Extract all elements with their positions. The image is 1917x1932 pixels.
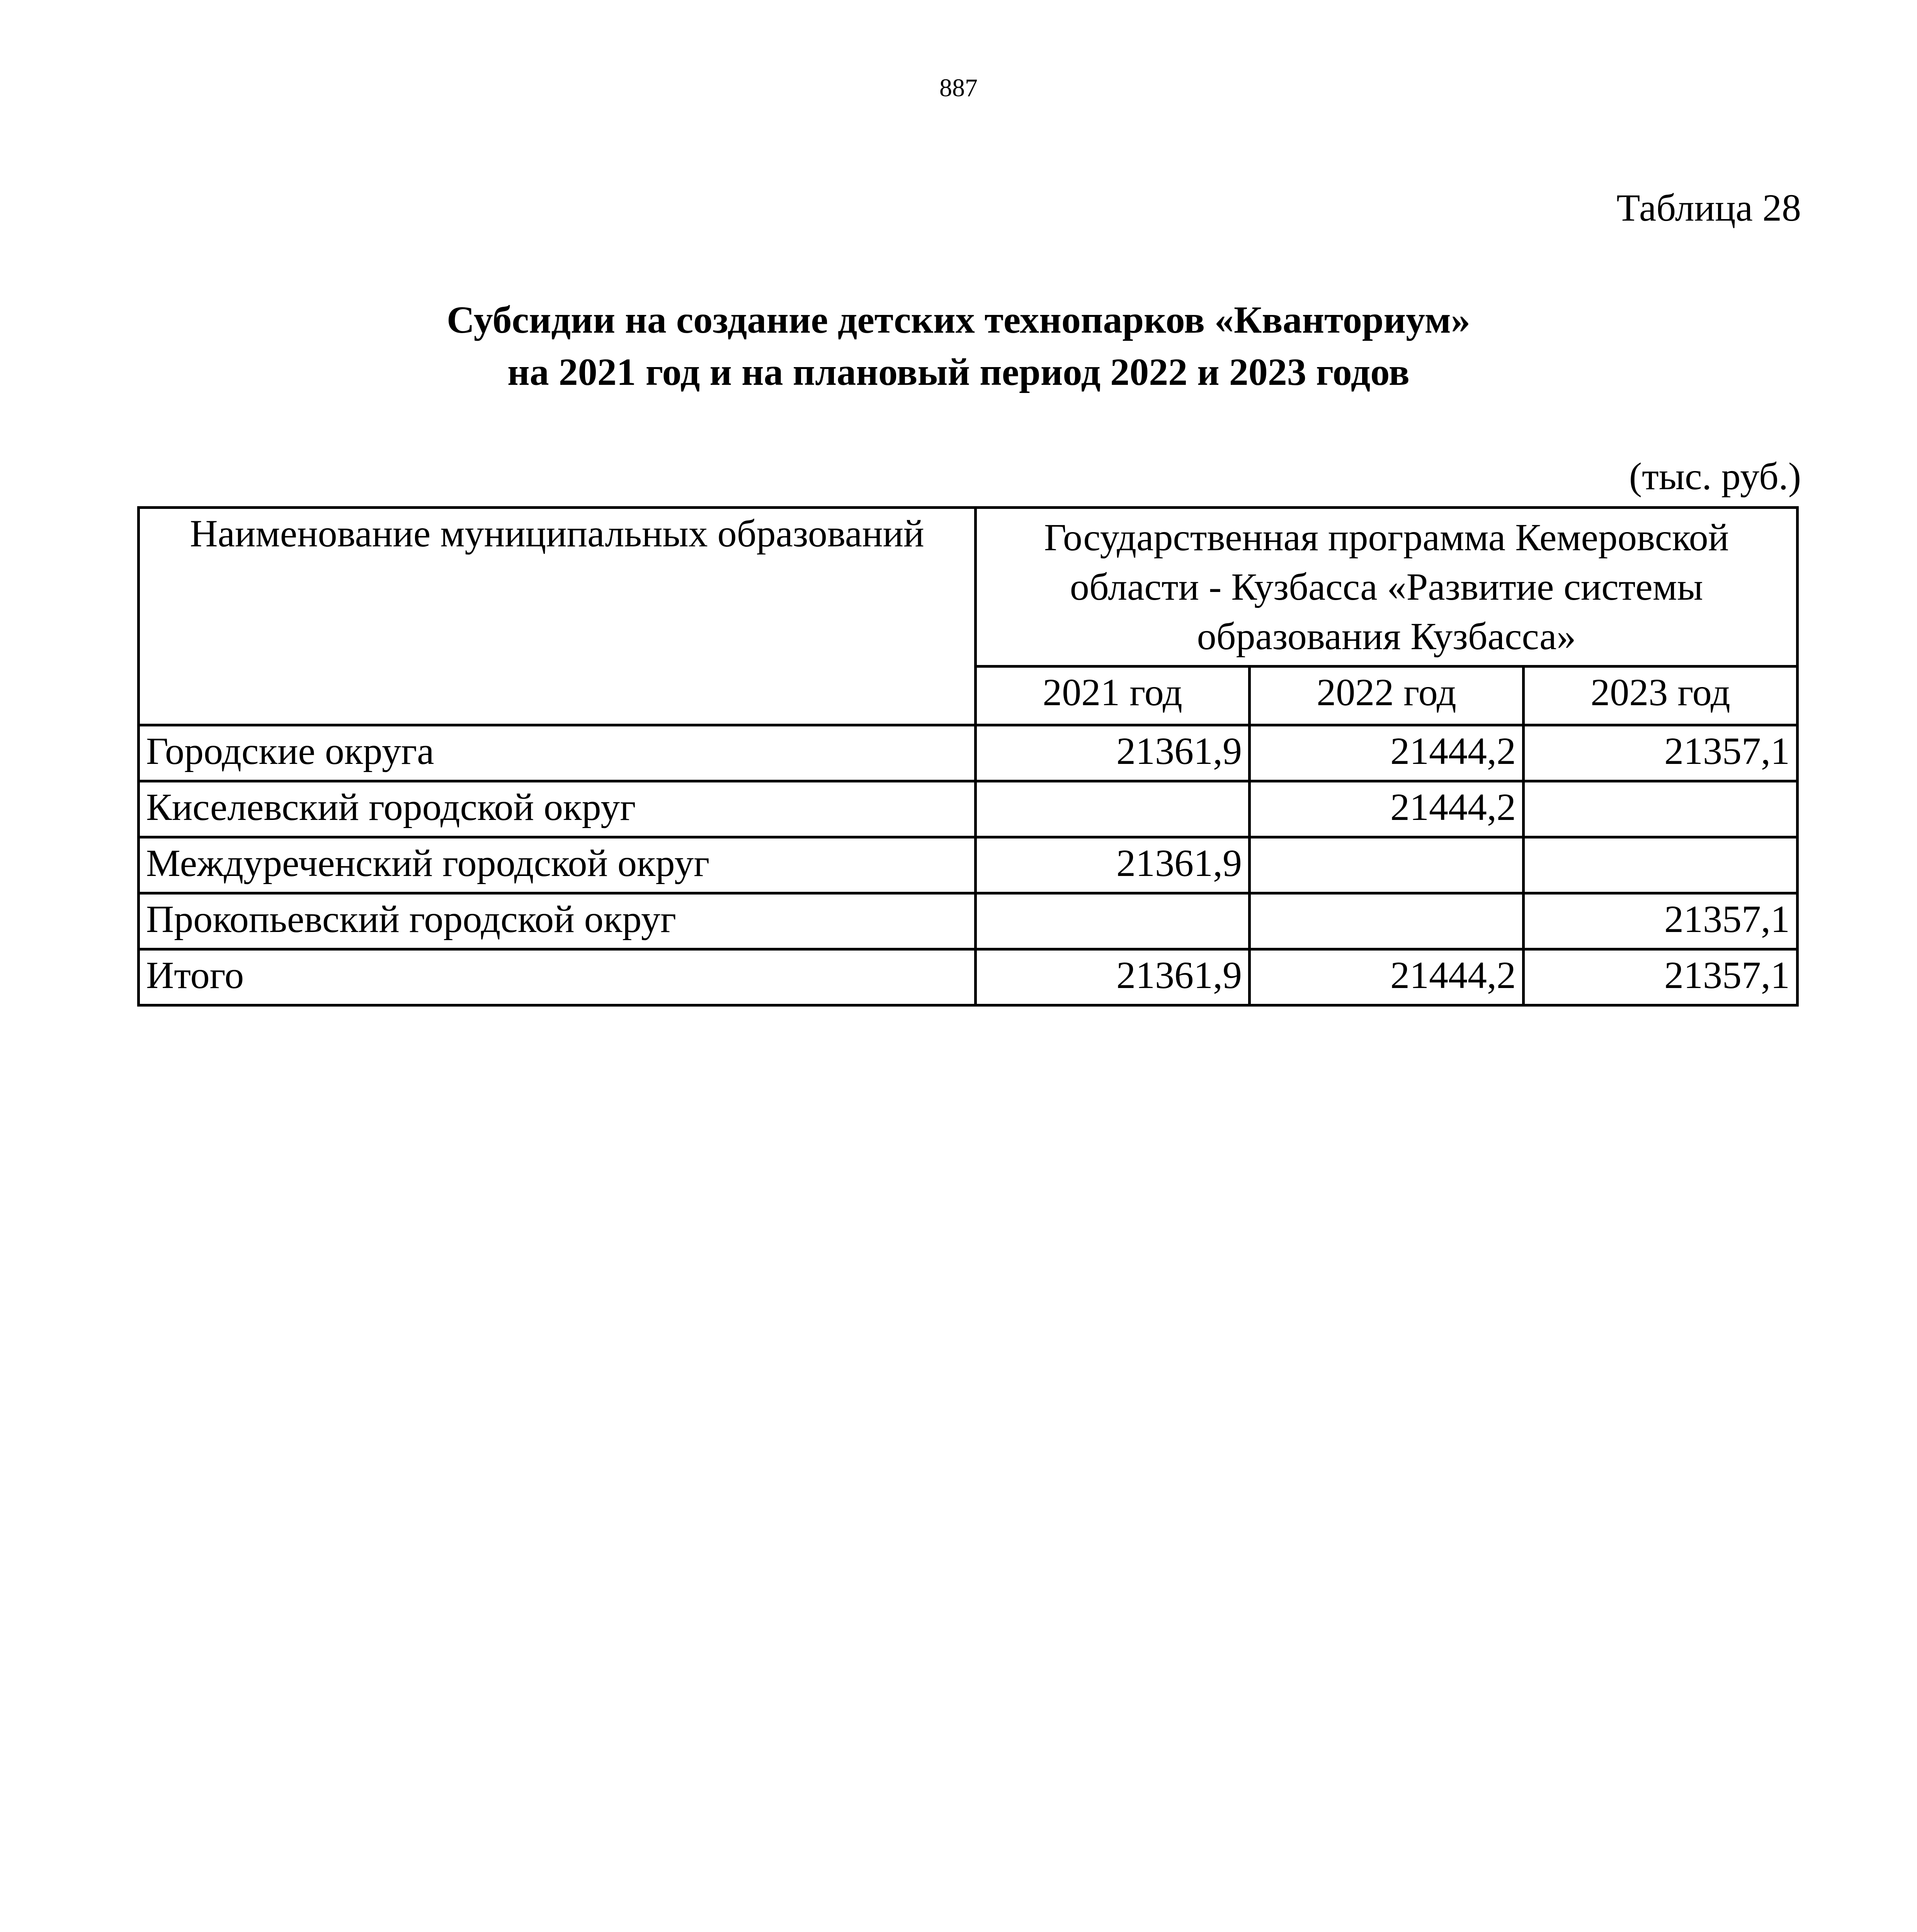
row-value-2022 [1249,837,1523,893]
table-row [139,837,1798,893]
row-value-2022: 21444,2 [1249,949,1523,1005]
header-municipality: Наименование муниципальных образований [139,508,976,725]
row-value-2023 [1523,837,1797,893]
table-row [139,893,1798,949]
table-row [139,725,1798,781]
title-line-1: Субсидии на создание детских технопарков «Кванториум» [447,298,1470,341]
row-value-2021 [975,893,1249,949]
table-label: Таблица 28 [1616,186,1801,229]
row-value-2021: 21361,9 [975,949,1249,1005]
row-value-2022: 21444,2 [1249,781,1523,837]
subsidy-table [137,506,1799,1007]
title-line-2: на 2021 год и на плановый период 2022 и 2023 годов [507,350,1410,393]
row-name: Итого [139,949,976,1005]
header-program: Государственная программа Кемеровской области - Кузбасса «Развитие системы образования Кузбасса» [975,508,1797,667]
row-value-2021: 21361,9 [975,725,1249,781]
row-value-2023 [1523,781,1797,837]
row-value-2023: 21357,1 [1523,725,1797,781]
header-year-2022: 2022 год [1249,667,1523,725]
header-year-2023: 2023 год [1523,667,1797,725]
row-value-2022 [1249,893,1523,949]
row-value-2021 [975,781,1249,837]
table-row [139,949,1798,1005]
row-value-2023: 21357,1 [1523,893,1797,949]
row-name: Городские округа [139,725,976,781]
table-row [139,781,1798,837]
row-value-2021: 21361,9 [975,837,1249,893]
row-name: Прокопьевский городской округ [139,893,976,949]
row-value-2022: 21444,2 [1249,725,1523,781]
units-label: (тыс. руб.) [1629,455,1801,498]
row-name: Киселевский городской округ [139,781,976,837]
row-value-2023: 21357,1 [1523,949,1797,1005]
document-title [116,294,1801,398]
page-number: 887 [939,74,978,102]
header-year-2021: 2021 год [975,667,1249,725]
row-name: Междуреченский городской округ [139,837,976,893]
